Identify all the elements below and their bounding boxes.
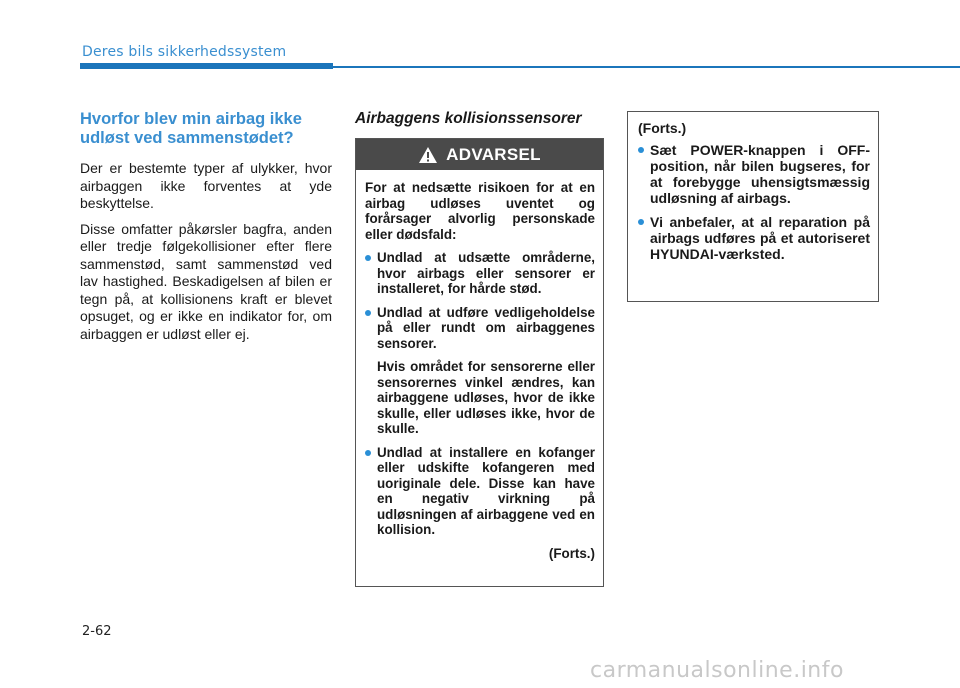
- left-column: [80, 110, 332, 351]
- warning-bullet: Undlad at installere en kofanger eller udskifte kofangeren med uoriginale dele. Disse kan have en negativ virkning på udløsningen af airbaggene ved en kollision.: [365, 445, 595, 538]
- bullet-icon: [365, 255, 371, 261]
- warning-bullet: Undlad at udsætte områderne, hvor airbags eller sensorer er installeret, for hårde stød.: [365, 250, 595, 297]
- bullet-icon: [638, 147, 644, 153]
- body-paragraph: Disse omfatter påkørsler bagfra, anden eller tredje følgekollisioner efter flere sammenstød, samt sammenstød ved lav hastighed. Beskadigelsen af bilen er tegn på, at kollisionens kraft er blevet opsuget, og er ikke en indikator for, om airbaggen er udløst eller ej.: [80, 220, 332, 342]
- section-title: Deres bils sikkerhedssystem: [82, 44, 287, 60]
- question-heading: Hvorfor blev min airbag ikke udløst ved sammenstødet?: [80, 110, 302, 147]
- bullet-icon: [638, 219, 644, 225]
- header-bar: [80, 63, 333, 69]
- warning-sub-paragraph: Hvis området for sensorerne eller sensorernes vinkel ændres, kan airbaggene udløses, hvor de ikke skulle, eller udløses ikke, hvor de skulle.: [377, 359, 595, 436]
- continued-box: [627, 111, 879, 302]
- warning-triangle-icon: [418, 146, 438, 164]
- warning-header: [356, 139, 603, 170]
- warning-label: ADVARSEL: [446, 144, 541, 164]
- warning-body: [356, 170, 603, 561]
- bullet-icon: [365, 450, 371, 456]
- page-number: 2-62: [82, 624, 112, 639]
- warning-intro: For at nedsætte risikoen for at en airbag udløses uventet og forårsager alvorlig personskade eller dødsfald:: [365, 180, 595, 242]
- header-rule: [333, 66, 960, 68]
- sensor-heading: Airbaggens kollisionssensorer: [355, 110, 582, 127]
- continued-bullet: Vi anbefaler, at al reparation på airbags udføres på et autoriseret HYUNDAI-værksted.: [638, 214, 870, 262]
- continued-label: (Forts.): [638, 120, 687, 136]
- bullet-icon: [365, 310, 371, 316]
- warning-bullet: Undlad at udføre vedligeholdelse på eller rundt om airbaggenes sensorer.: [365, 305, 595, 352]
- body-paragraph: Der er bestemte typer af ulykker, hvor airbaggen ikke forventes at yde beskyttelse.: [80, 160, 332, 211]
- continued-bullet: Sæt POWER-knappen i OFF-position, når bilen bugseres, for at forebygge uhensigtsmæssig udløsning af airbags.: [638, 142, 870, 206]
- continued-label: (Forts.): [548, 545, 595, 561]
- watermark: carmanualsonline.info: [590, 658, 844, 683]
- warning-box: [355, 138, 604, 587]
